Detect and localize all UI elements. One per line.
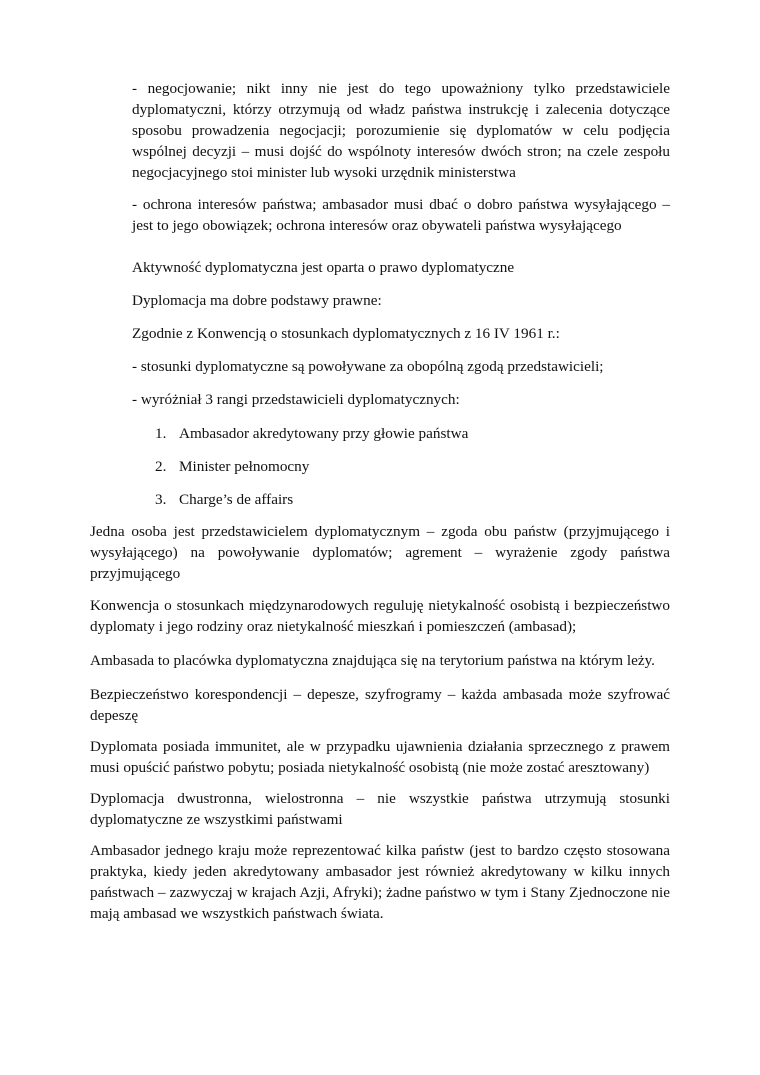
rank-text: Minister pełnomocny (179, 458, 310, 475)
rank-item (155, 489, 670, 510)
paragraph-convention: Zgodnie z Konwencją o stosunkach dyplomatycznych z 16 IV 1961 r.: (132, 325, 560, 342)
rank-text: Ambasador akredytowany przy głowie państwa (179, 425, 469, 442)
paragraph-inviolability: Konwencja o stosunkach międzynarodowych reguluję nietykalność osobistą i bezpieczeństwo dyplomaty i jego rodziny oraz nietykalność mieszkań i pomieszczeń (ambasad); (90, 597, 670, 635)
paragraph-immunity: Dyplomata posiada immunitet, ale w przypadku ujawnienia działania sprzecznego z prawem musi opuścić państwo pobytu; posiada nietykalność osobistą (nie może zostać aresztowany) (90, 738, 670, 776)
rank-number: 2. (155, 458, 167, 475)
paragraph-correspondence: Bezpieczeństwo korespondencji – depesze, szyfrogramy – każda ambasada może szyfrować depeszę (90, 686, 670, 724)
rank-item (155, 423, 670, 444)
paragraph-bilateral: Dyplomacja dwustronna, wielostronna – nie wszystkie państwa utrzymują stosunki dyplomatyczne ze wszystkimi państwami (90, 790, 670, 828)
rank-text: Charge’s de affairs (179, 491, 294, 508)
paragraph-legal-basis: Dyplomacja ma dobre podstawy prawne: (132, 292, 382, 309)
paragraph-activity: Aktywność dyplomatyczna jest oparta o prawo dyplomatyczne (132, 259, 515, 276)
paragraph-single-person: Jedna osoba jest przedstawicielem dyplomatycznym – zgoda obu państw (przyjmującego i wysyłającego) na powoływanie dyplomatów; agrement – wyrażenie zgody państwa przyjmującego (90, 523, 670, 582)
rank-number: 1. (155, 425, 167, 442)
paragraph-ranks-intro: - wyróżniał 3 rangi przedstawicieli dyplomatycznych: (132, 391, 460, 408)
paragraph-negotiation: - negocjowanie; nikt inny nie jest do tego upoważniony tylko przedstawiciele dyplomatyczni, którzy otrzymują od władz państwa instrukcję i zalecenia dotyczące sposobu prowadzenia negocjacji; porozumienie się dyplomatów w celu podjęcia wspólnej decyzji – musi dojść do wspólnoty interesów dwóch stron; na czele zespołu negocjacyjnego stoi minister lub wysoki urzędnik ministerstwa (132, 80, 670, 181)
paragraph-ambassador-multiple: Ambasador jednego kraju może reprezentować kilka państw (jest to bardzo często stosowana praktyka, kiedy jeden akredytowany ambasador jest również akredytowany w kilku innych państwach – zazwyczaj w krajach Azji, Afryki); żadne państwo w tym i Stany Zjednoczone nie mają ambasad we wszystkich państwach świata. (90, 842, 670, 922)
rank-number: 3. (155, 491, 167, 508)
paragraph-embassy: Ambasada to placówka dyplomatyczna znajdująca się na terytorium państwa na którym leży. (90, 652, 655, 669)
rank-item (155, 456, 670, 477)
paragraph-protection: - ochrona interesów państwa; ambasador musi dbać o dobro państwa wysyłającego – jest to jego obowiązek; ochrona interesów oraz obywateli państwa wysyłającego (132, 196, 670, 234)
paragraph-relations: - stosunki dyplomatyczne są powoływane za obopólną zgodą przedstawicieli; (132, 358, 604, 375)
